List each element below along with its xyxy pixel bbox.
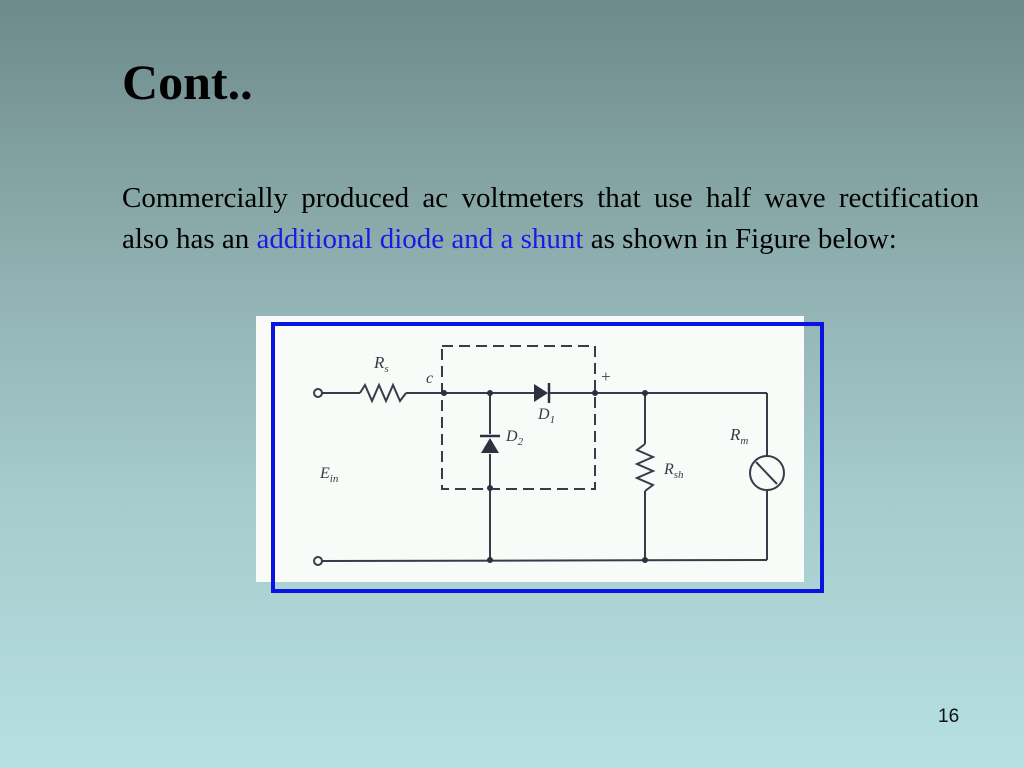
junction-plus bbox=[592, 390, 598, 396]
junction-d2-top bbox=[487, 390, 493, 396]
circuit-figure bbox=[256, 316, 804, 582]
label-ein: $E_{in}$ bbox=[320, 465, 339, 485]
label-plus: + bbox=[600, 367, 612, 386]
body-paragraph bbox=[122, 178, 979, 260]
input-terminal-bottom bbox=[314, 557, 322, 565]
circuit-diagram bbox=[256, 316, 804, 582]
paragraph-highlight: additional diode and a shunt bbox=[256, 223, 584, 255]
page-number: 16 bbox=[938, 706, 960, 727]
paragraph-text-after: as shown in Figure below: bbox=[583, 223, 897, 255]
label-rs: $R_s$ bbox=[374, 353, 389, 375]
dashed-enclosure bbox=[442, 346, 595, 489]
junction-c bbox=[441, 390, 447, 396]
diode-d2 bbox=[481, 438, 499, 453]
resistor-rsh bbox=[637, 444, 653, 491]
label-rm: $R_m$ bbox=[730, 425, 749, 447]
wire-bottom bbox=[322, 560, 767, 561]
junction-bottom-rsh bbox=[642, 557, 648, 563]
junction-d2-bottom bbox=[487, 485, 493, 491]
label-node-c: c bbox=[426, 370, 434, 387]
label-d2: $D_2$ bbox=[506, 428, 524, 448]
junction-bottom-d2 bbox=[487, 557, 493, 563]
resistor-rs bbox=[360, 385, 406, 401]
slide-title: Cont.. bbox=[122, 54, 253, 110]
diode-d1 bbox=[534, 384, 548, 402]
label-rsh: $R_{sh}$ bbox=[664, 461, 684, 481]
junction-rsh-top bbox=[642, 390, 648, 396]
paragraph-text-before: Commercially produced ac voltmeters that use half wave rectification also has an bbox=[122, 182, 979, 255]
meter-needle bbox=[756, 462, 777, 484]
label-d1: $D_1$ bbox=[538, 406, 556, 426]
input-terminal-top bbox=[314, 389, 322, 397]
